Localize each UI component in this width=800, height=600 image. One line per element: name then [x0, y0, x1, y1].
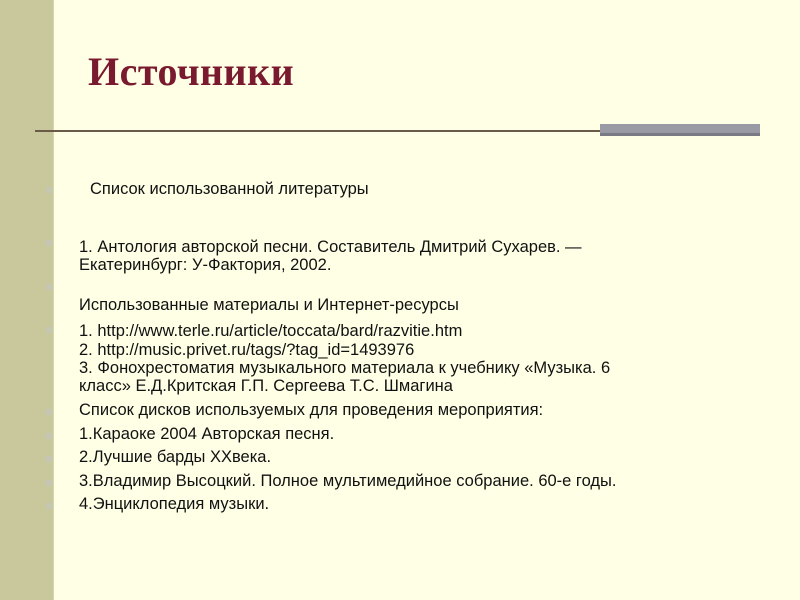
list-item: Использованные материалы и Интернет-ресурсы	[79, 296, 459, 314]
bullet-marker	[46, 433, 52, 439]
list-item-continuation: 2. http://music.privet.ru/tags/?tag_id=1493976	[79, 341, 415, 359]
list-item: Список использованной литературы	[90, 180, 369, 198]
bullet-marker	[46, 327, 52, 333]
list-item-continuation: Екатеринбург: У-Фактория, 2002.	[79, 256, 332, 274]
bullet-marker	[46, 503, 52, 509]
list-item: 1.Караоке 2004 Авторская песня.	[79, 425, 335, 443]
sidebar-edge-line	[53, 0, 54, 600]
bullet-marker	[46, 456, 52, 462]
bullet-marker	[46, 240, 52, 246]
list-item: 2.Лучшие барды XXвека.	[79, 448, 272, 466]
list-item: 3.Владимир Высоцкий. Полное мультимедийное собрание. 60-е годы.	[79, 472, 617, 490]
list-item-continuation: класс» Е.Д.Критская Г.П. Сергеева Т.С. Шмагина	[79, 377, 453, 395]
slide-title: Источники	[88, 49, 295, 94]
bullet-marker	[46, 187, 52, 193]
list-item: 1. Антология авторской песни. Составитель Дмитрий Сухарев. —	[79, 238, 582, 256]
slide-sidebar	[0, 0, 53, 600]
bullet-marker	[46, 480, 52, 486]
bullet-marker	[46, 284, 52, 290]
list-item: 1. http://www.terle.ru/article/toccata/bard/razvitie.htm	[79, 322, 463, 340]
list-item: 4.Энциклопедия музыки.	[79, 495, 270, 513]
list-item: Список дисков используемых для проведения мероприятия:	[79, 401, 544, 419]
list-item-continuation: 3. Фонохрестоматия музыкального материала к учебнику «Музыка. 6	[79, 359, 611, 377]
bullet-marker	[46, 409, 52, 415]
divider-accent-shadow	[600, 133, 760, 136]
title-divider	[35, 130, 600, 132]
